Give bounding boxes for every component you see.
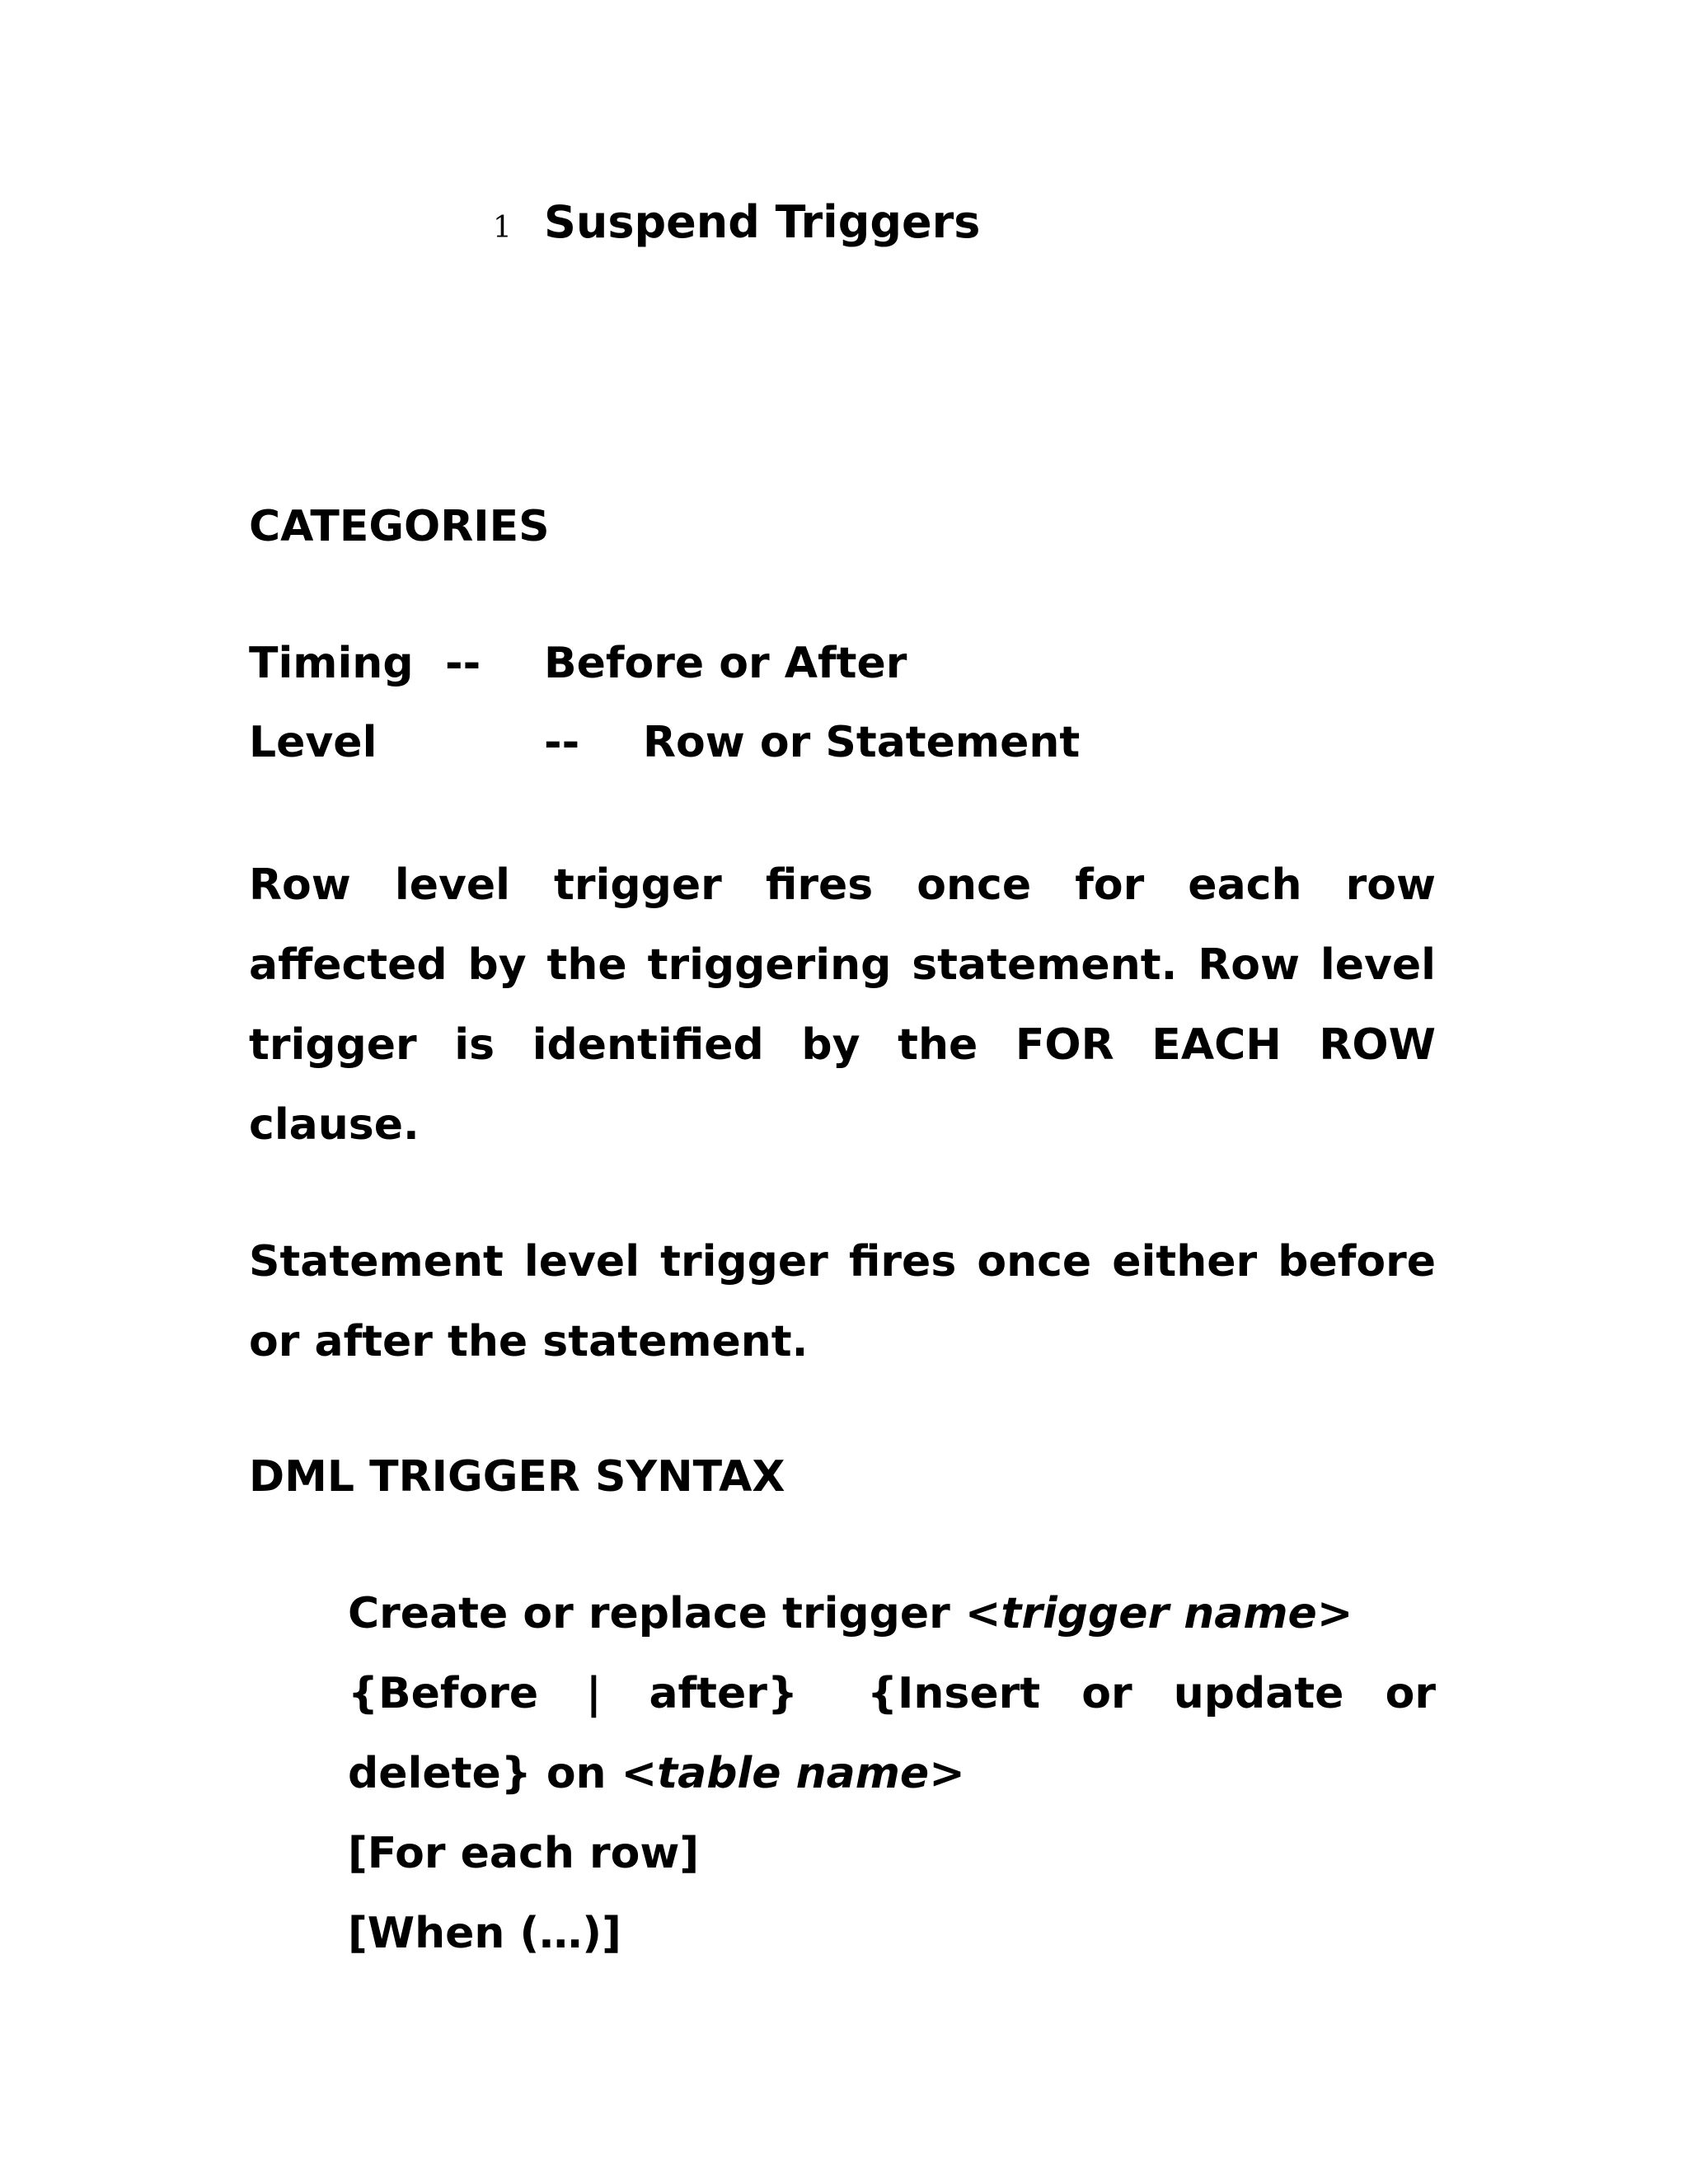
syntax-line-1 <box>348 1574 1436 1654</box>
heading-title: Suspend Triggers <box>544 196 981 248</box>
category-value: Before or After <box>544 639 907 688</box>
syntax-title: DML TRIGGER SYNTAX <box>249 1452 785 1502</box>
syntax-text: delete} on < <box>348 1749 658 1798</box>
category-separator: -- <box>445 639 481 688</box>
syntax-word: or <box>1081 1669 1132 1718</box>
syntax-line-4: [For each row] <box>348 1829 700 1878</box>
syntax-text: > <box>929 1749 965 1798</box>
syntax-event-options <box>867 1654 1436 1734</box>
category-label: Level <box>249 718 377 767</box>
syntax-word: after} <box>649 1669 798 1718</box>
syntax-placeholder: table name <box>657 1749 930 1798</box>
category-separator: -- <box>544 718 580 767</box>
heading-number: 1 <box>493 211 512 245</box>
syntax-placeholder: trigger name <box>1001 1589 1317 1638</box>
syntax-word: or <box>1385 1669 1436 1718</box>
syntax-line-5: [When (…)] <box>348 1909 621 1958</box>
category-label: Timing <box>249 639 414 688</box>
syntax-timing-options <box>348 1654 798 1734</box>
syntax-word: update <box>1173 1669 1344 1718</box>
syntax-text: > <box>1316 1589 1353 1638</box>
syntax-line-3 <box>348 1734 1436 1814</box>
syntax-word: {Before <box>348 1669 539 1718</box>
syntax-word: {Insert <box>867 1669 1041 1718</box>
statement-level-paragraph: Statement level trigger fires once either before or after the statement. <box>249 1237 1436 1366</box>
row-level-paragraph: Row level trigger fires once for each row affected by the triggering statement. Row level trigger is identified by the FOR EACH ROW clause. <box>249 860 1436 1150</box>
section-heading <box>493 196 980 254</box>
syntax-block <box>348 1574 1436 1974</box>
category-value: Row or Statement <box>643 718 1081 767</box>
syntax-line-2 <box>348 1654 1436 1734</box>
categories-title: CATEGORIES <box>249 502 550 551</box>
syntax-word: | <box>585 1669 602 1718</box>
syntax-text: Create or replace trigger < <box>348 1589 1001 1638</box>
